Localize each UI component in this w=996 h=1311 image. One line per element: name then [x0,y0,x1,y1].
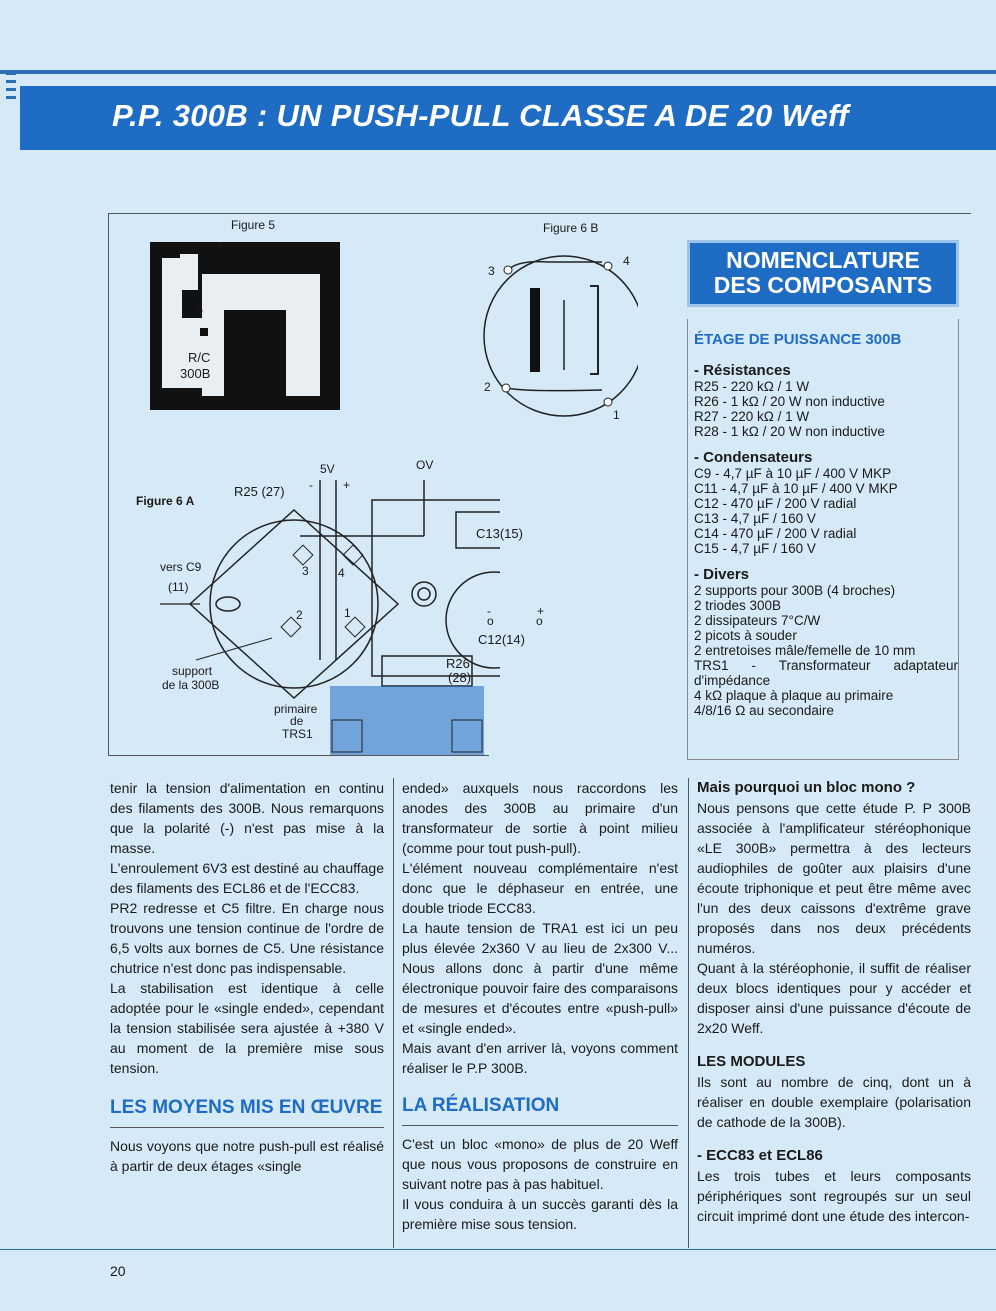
paragraph: C'est un bloc «mono» de plus de 20 Weff que nous vous proposons de construire en suivant notre pas à pas habituel. [402,1136,678,1192]
page-number: 20 [110,1263,126,1279]
paragraph: Mais avant d'en arriver là, voyons comment réaliser le P.P 300B. [402,1040,678,1076]
paragraph: Quant à la stéréophonie, il suffit de réaliser deux blocs identiques pour y accéder et disposer ainsi d'une puissance d'écoute de 2x20 Weff. [697,960,971,1036]
divers-item: 2 entretoises mâle/femelle de 10 mm [694,643,916,658]
fig6a-5v: 5V [320,462,335,476]
fig6a-r25: R25 (27) [234,484,285,499]
resistance-item: R26 - 1 kΩ / 20 W non inductive [694,394,885,409]
fig6a-pin3: 3 [302,564,309,578]
divers-item: 2 dissipateurs 7°C/W [694,613,821,628]
figure-6b-caption: Figure 6 B [543,221,599,235]
fig6a-r26-2: (28) [448,670,472,685]
fig6a-c12-o1: o [487,614,494,628]
condensateur-item: C14 - 470 µF / 200 V radial [694,526,857,541]
subheading: LES MODULES [697,1053,806,1070]
figure-5-pcb [150,236,345,414]
page-title: P.P. 300B : UN PUSH-PULL CLASSE A DE 20 Weff [112,98,849,133]
fig6a-vers-c9: vers C9 [160,560,202,574]
divers-item: 4 kΩ plaque à plaque au primaire [694,688,894,703]
fig6b-pin1: 1 [613,408,620,422]
fig6a-c12-plus: + [537,604,545,618]
figure-5-caption: Figure 5 [231,218,276,232]
fig6a-pin2: 2 [296,608,303,622]
fig6a-c13: C13(15) [476,526,523,541]
divers-item: 2 triodes 300B [694,598,782,613]
figure-6a-layout [160,470,500,755]
fig6a-support-2: de la 300B [162,678,220,692]
fig5-label-2: 300B [180,366,211,381]
condensateur-item: C13 - 4,7 µF / 160 V [694,511,816,526]
fig6a-r26: R26 [446,656,470,671]
fig6a-pin1: 1 [344,606,351,620]
nomenclature-title-1: NOMENCLATURE [726,247,920,273]
figure-6b-socket [478,240,638,430]
nomenclature-header [687,240,959,307]
fig6a-primaire-3: TRS1 [282,727,313,741]
subheading: Mais pourquoi un bloc mono ? [697,779,916,796]
paragraph: Nous pensons que cette étude P. P 300B associée à l'amplificateur stéréophonique «LE 300B» permettra à des lecteurs audiophiles de goûter aux plaisirs d'une écoute triphonique et peut être même avec l'un des deux caissons d'extrême grave proposés dans nos deux précédents numéros. [697,800,971,956]
paragraph: Ils sont au nombre de cinq, dont un à réaliser en double exemplaire (polarisation de cathode de la 300B). [697,1074,971,1130]
fig5-plus: + [216,238,224,253]
divers-item: 2 supports pour 300B (4 broches) [694,583,896,598]
condensateurs-heading: - Condensateurs [694,449,813,466]
nomenclature-title-2: DES COMPOSANTS [713,272,933,298]
paragraph: L'élément nouveau complémentaire n'est donc que le déphaseur en entrée, une double triode ECC83. [402,860,678,916]
condensateur-item: C12 - 470 µF / 200 V radial [694,496,857,511]
section-heading: LA RÉALISATION [402,1095,560,1116]
column-divider [393,778,394,1248]
top-rule [0,70,996,74]
condensateur-item: C9 - 4,7 µF à 10 µF / 400 V MKP [694,466,892,481]
fig6b-pin2: 2 [484,380,491,394]
paragraph: Les trois tubes et leurs composants périphériques sont regroupés sur un seul circuit imprimé dont une étude des intercon- [697,1168,971,1224]
condensateur-item: C15 - 4,7 µF / 160 V [694,541,816,556]
fig6a-support: support [172,664,213,678]
section-heading-box [402,1094,678,1126]
fig6a-primaire: primaire [274,702,318,716]
divers-item: TRS1 - Transformateur adaptateur d'impédance [694,658,958,688]
condensateur-item: C11 - 4,7 µF à 10 µF / 400 V MKP [694,481,898,496]
fig6a-plus: + [343,478,351,492]
fig6a-c12-minus: - [487,604,491,618]
fig6a-0v: OV [416,458,434,472]
text-column-1 [110,778,384,1176]
nomenclature-body [687,319,959,760]
fig6a-c12: C12(14) [478,632,525,647]
paragraph: PR2 redresse et C5 filtre. En charge nous trouvons une tension continue de l'ordre de 6,5 volts aux bornes de C5. Une résistance chutrice n'est donc pas indispensable. [110,900,384,976]
left-margin-marks [6,72,16,158]
resistance-item: R28 - 1 kΩ / 20 W non inductive [694,424,885,439]
fig6b-pin3: 3 [488,264,495,278]
resistance-item: R25 - 220 kΩ / 1 W [694,379,810,394]
fig5-plus-2: + [196,303,204,318]
divers-item: 2 picots à souder [694,628,797,643]
section-heading: LES MOYENS MIS EN ŒUVRE [110,1097,383,1118]
subheading: - ECC83 et ECL86 [697,1147,823,1164]
column-divider [688,778,689,1248]
paragraph: Il vous conduira à un succès garanti dès la première mise sous tension. [402,1196,678,1232]
title-banner [20,86,996,150]
paragraph: Nous voyons que notre push-pull est réalisé à partir de deux étages «single [110,1138,384,1174]
text-column-2 [402,778,678,1234]
fig5-minus: - [180,240,185,255]
divers-heading: - Divers [694,566,750,583]
paragraph: La stabilisation est identique à celle adoptée pour le «single ended», cependant la tension stabilisée sera ajustée à +380 V au moment de la première mise sous tension. [110,980,384,1076]
paragraph: La haute tension de TRA1 est ici un peu plus élevée 2x360 V au lieu de 2x300 V... Nous allons donc à partir d'une même électronique pouvoir faire des comparaisons de mesures et d'écoutes entre «push-pull» et «single ended». [402,920,678,1036]
fig6a-minus: - [309,478,313,492]
fig6a-vers-c9-2: (11) [168,580,189,594]
fig6b-pin4: 4 [623,254,630,268]
fig6a-primaire-2: de [290,714,304,728]
figure-6a-caption: Figure 6 A [136,494,195,508]
fig5-label-1: R/C [188,350,211,365]
paragraph: ended» auxquels nous raccordons les anodes des 300B au primaire d'un transformateur de sortie à point milieu (comme pour tout push-pull). [402,780,678,856]
fig6a-c12-o2: o [536,614,543,628]
paragraph: L'enroulement 6V3 est destiné au chauffage des filaments des ECL86 et de l'ECC83. [110,860,384,896]
paragraph: tenir la tension d'alimentation en continu des filaments des 300B. Nous remarquons que la polarité (-) n'est pas mise à la masse. [110,780,384,856]
divers-item: 4/8/16 Ω au secondaire [694,703,834,718]
section-heading-box [110,1096,384,1128]
bottom-rule [0,1249,996,1250]
fig6a-pin4: 4 [338,566,345,580]
resistances-heading: - Résistances [694,362,791,379]
nomenclature-box [687,240,959,740]
text-column-3 [697,778,971,1226]
resistance-item: R27 - 220 kΩ / 1 W [694,409,810,424]
stage-heading: ÉTAGE DE PUISSANCE 300B [694,331,902,348]
